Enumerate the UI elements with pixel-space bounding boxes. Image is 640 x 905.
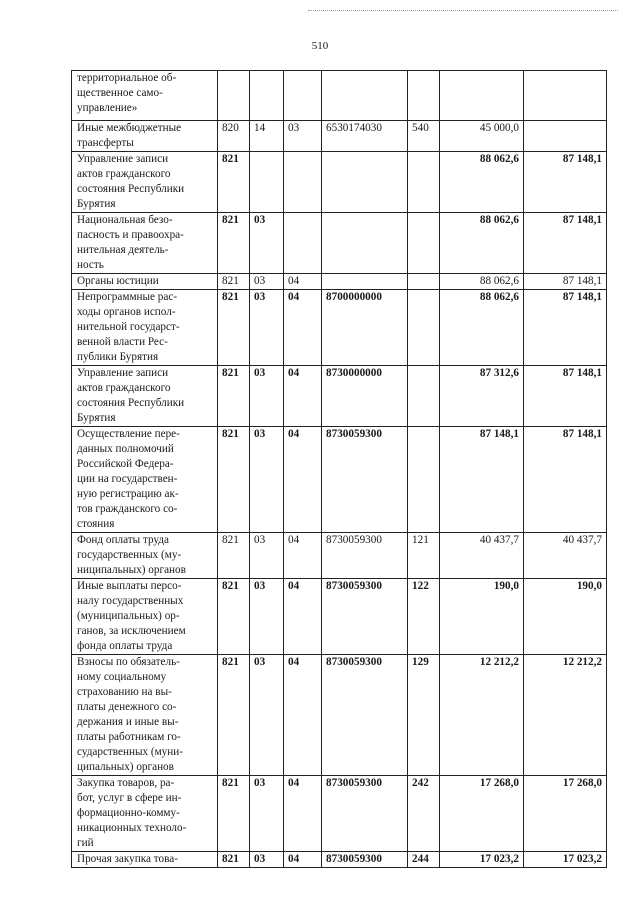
table-row [72,274,607,290]
cell-amount-year-1: 88 062,6 [440,213,524,274]
cell-target-article: 8730059300 [322,533,408,579]
cell-expense-type [408,213,440,274]
cell-expense-type: 540 [408,121,440,152]
cell-amount-year-2 [524,71,607,121]
cell-target-article [322,274,408,290]
cell-target-article: 8730000000 [322,366,408,427]
table-row [72,427,607,533]
cell-expense-type [408,366,440,427]
cell-amount-year-1: 17 268,0 [440,776,524,852]
budget-table-body [72,71,607,868]
cell-expense-type [408,152,440,213]
cell-amount-year-2: 87 148,1 [524,274,607,290]
cell-amount-year-2: 40 437,7 [524,533,607,579]
cell-amount-year-2 [524,121,607,152]
cell-subsection [284,71,322,121]
cell-name: территориальное об- щественное само- управление» [72,71,218,121]
cell-target-article: 8730059300 [322,776,408,852]
cell-expense-type: 121 [408,533,440,579]
cell-target-article: 8730059300 [322,655,408,776]
cell-target-article: 8730059300 [322,852,408,868]
cell-admin-code: 821 [218,213,250,274]
cell-section: 03 [250,776,284,852]
cell-target-article [322,152,408,213]
table-row [72,213,607,274]
cell-target-article: 8730059300 [322,427,408,533]
cell-admin-code: 820 [218,121,250,152]
cell-name: Непрограммные рас- ходы органов испол- нительной государст- венной власти Рес- публики Бурятия [72,290,218,366]
cell-amount-year-1 [440,71,524,121]
cell-subsection: 03 [284,121,322,152]
cell-subsection: 04 [284,533,322,579]
cell-name: Закупка товаров, ра- бот, услуг в сфере ин- формационно-комму- никационных техноло- гий [72,776,218,852]
cell-admin-code: 821 [218,655,250,776]
table-row [72,533,607,579]
cell-subsection: 04 [284,274,322,290]
cell-expense-type [408,71,440,121]
table-row [72,655,607,776]
table-row [72,852,607,868]
cell-expense-type: 242 [408,776,440,852]
cell-amount-year-2: 87 148,1 [524,213,607,274]
cell-subsection: 04 [284,579,322,655]
cell-target-article [322,213,408,274]
cell-amount-year-2: 87 148,1 [524,366,607,427]
cell-section: 03 [250,533,284,579]
cell-name: Иные выплаты персо- налу государственных (муниципальных) ор- ганов, за исключением фонда оплаты труда [72,579,218,655]
cell-name: Управление записи актов гражданского состояния Республики Бурятия [72,366,218,427]
cell-amount-year-1: 87 312,6 [440,366,524,427]
cell-expense-type: 244 [408,852,440,868]
cell-section: 03 [250,213,284,274]
cell-expense-type [408,274,440,290]
cell-amount-year-1: 40 437,7 [440,533,524,579]
cell-admin-code: 821 [218,152,250,213]
cell-subsection: 04 [284,655,322,776]
header-rule [308,10,618,11]
page-number: 510 [311,40,329,52]
cell-name: Национальная безо- пасность и правоохра- нительная деятель- ность [72,213,218,274]
cell-section: 03 [250,579,284,655]
cell-expense-type [408,290,440,366]
cell-section: 03 [250,366,284,427]
cell-amount-year-2: 87 148,1 [524,152,607,213]
cell-amount-year-1: 190,0 [440,579,524,655]
cell-amount-year-1: 12 212,2 [440,655,524,776]
table-row [72,71,607,121]
cell-admin-code: 821 [218,533,250,579]
cell-admin-code: 821 [218,776,250,852]
cell-amount-year-2: 87 148,1 [524,427,607,533]
cell-subsection: 04 [284,427,322,533]
cell-expense-type: 129 [408,655,440,776]
cell-section [250,71,284,121]
table-row [72,776,607,852]
cell-amount-year-2: 17 023,2 [524,852,607,868]
cell-expense-type [408,427,440,533]
cell-amount-year-1: 17 023,2 [440,852,524,868]
cell-amount-year-1: 88 062,6 [440,290,524,366]
table-row [72,152,607,213]
cell-subsection [284,213,322,274]
cell-amount-year-2: 17 268,0 [524,776,607,852]
cell-admin-code [218,71,250,121]
cell-subsection [284,152,322,213]
cell-admin-code: 821 [218,852,250,868]
budget-table [71,70,607,868]
cell-subsection: 04 [284,366,322,427]
cell-admin-code: 821 [218,290,250,366]
cell-amount-year-2: 12 212,2 [524,655,607,776]
cell-expense-type: 122 [408,579,440,655]
cell-target-article: 8700000000 [322,290,408,366]
table-row [72,121,607,152]
cell-amount-year-1: 45 000,0 [440,121,524,152]
cell-amount-year-1: 88 062,6 [440,274,524,290]
cell-admin-code: 821 [218,427,250,533]
cell-amount-year-2: 190,0 [524,579,607,655]
cell-section [250,152,284,213]
cell-admin-code: 821 [218,366,250,427]
cell-section: 03 [250,290,284,366]
cell-amount-year-2: 87 148,1 [524,290,607,366]
cell-section: 03 [250,427,284,533]
cell-amount-year-1: 87 148,1 [440,427,524,533]
table-row [72,366,607,427]
cell-section: 14 [250,121,284,152]
cell-target-article: 8730059300 [322,579,408,655]
cell-section: 03 [250,852,284,868]
cell-section: 03 [250,655,284,776]
cell-admin-code: 821 [218,579,250,655]
cell-target-article: 6530174030 [322,121,408,152]
cell-name: Осуществление пере- данных полномочий Российской Федера- ции на государствен- ную регистрацию ак- тов гражданского со- стояния [72,427,218,533]
cell-name: Иные межбюджетные трансферты [72,121,218,152]
cell-subsection: 04 [284,290,322,366]
cell-subsection: 04 [284,776,322,852]
cell-subsection: 04 [284,852,322,868]
table-row [72,290,607,366]
cell-target-article [322,71,408,121]
cell-admin-code: 821 [218,274,250,290]
cell-section: 03 [250,274,284,290]
cell-amount-year-1: 88 062,6 [440,152,524,213]
cell-name: Фонд оплаты труда государственных (му- ниципальных) органов [72,533,218,579]
cell-name: Органы юстиции [72,274,218,290]
cell-name: Взносы по обязатель- ному социальному страхованию на вы- платы денежного со- держания и иные вы- платы работникам го- сударственных (муни- ципальных) органов [72,655,218,776]
cell-name: Прочая закупка това- [72,852,218,868]
cell-name: Управление записи актов гражданского состояния Республики Бурятия [72,152,218,213]
table-row [72,579,607,655]
